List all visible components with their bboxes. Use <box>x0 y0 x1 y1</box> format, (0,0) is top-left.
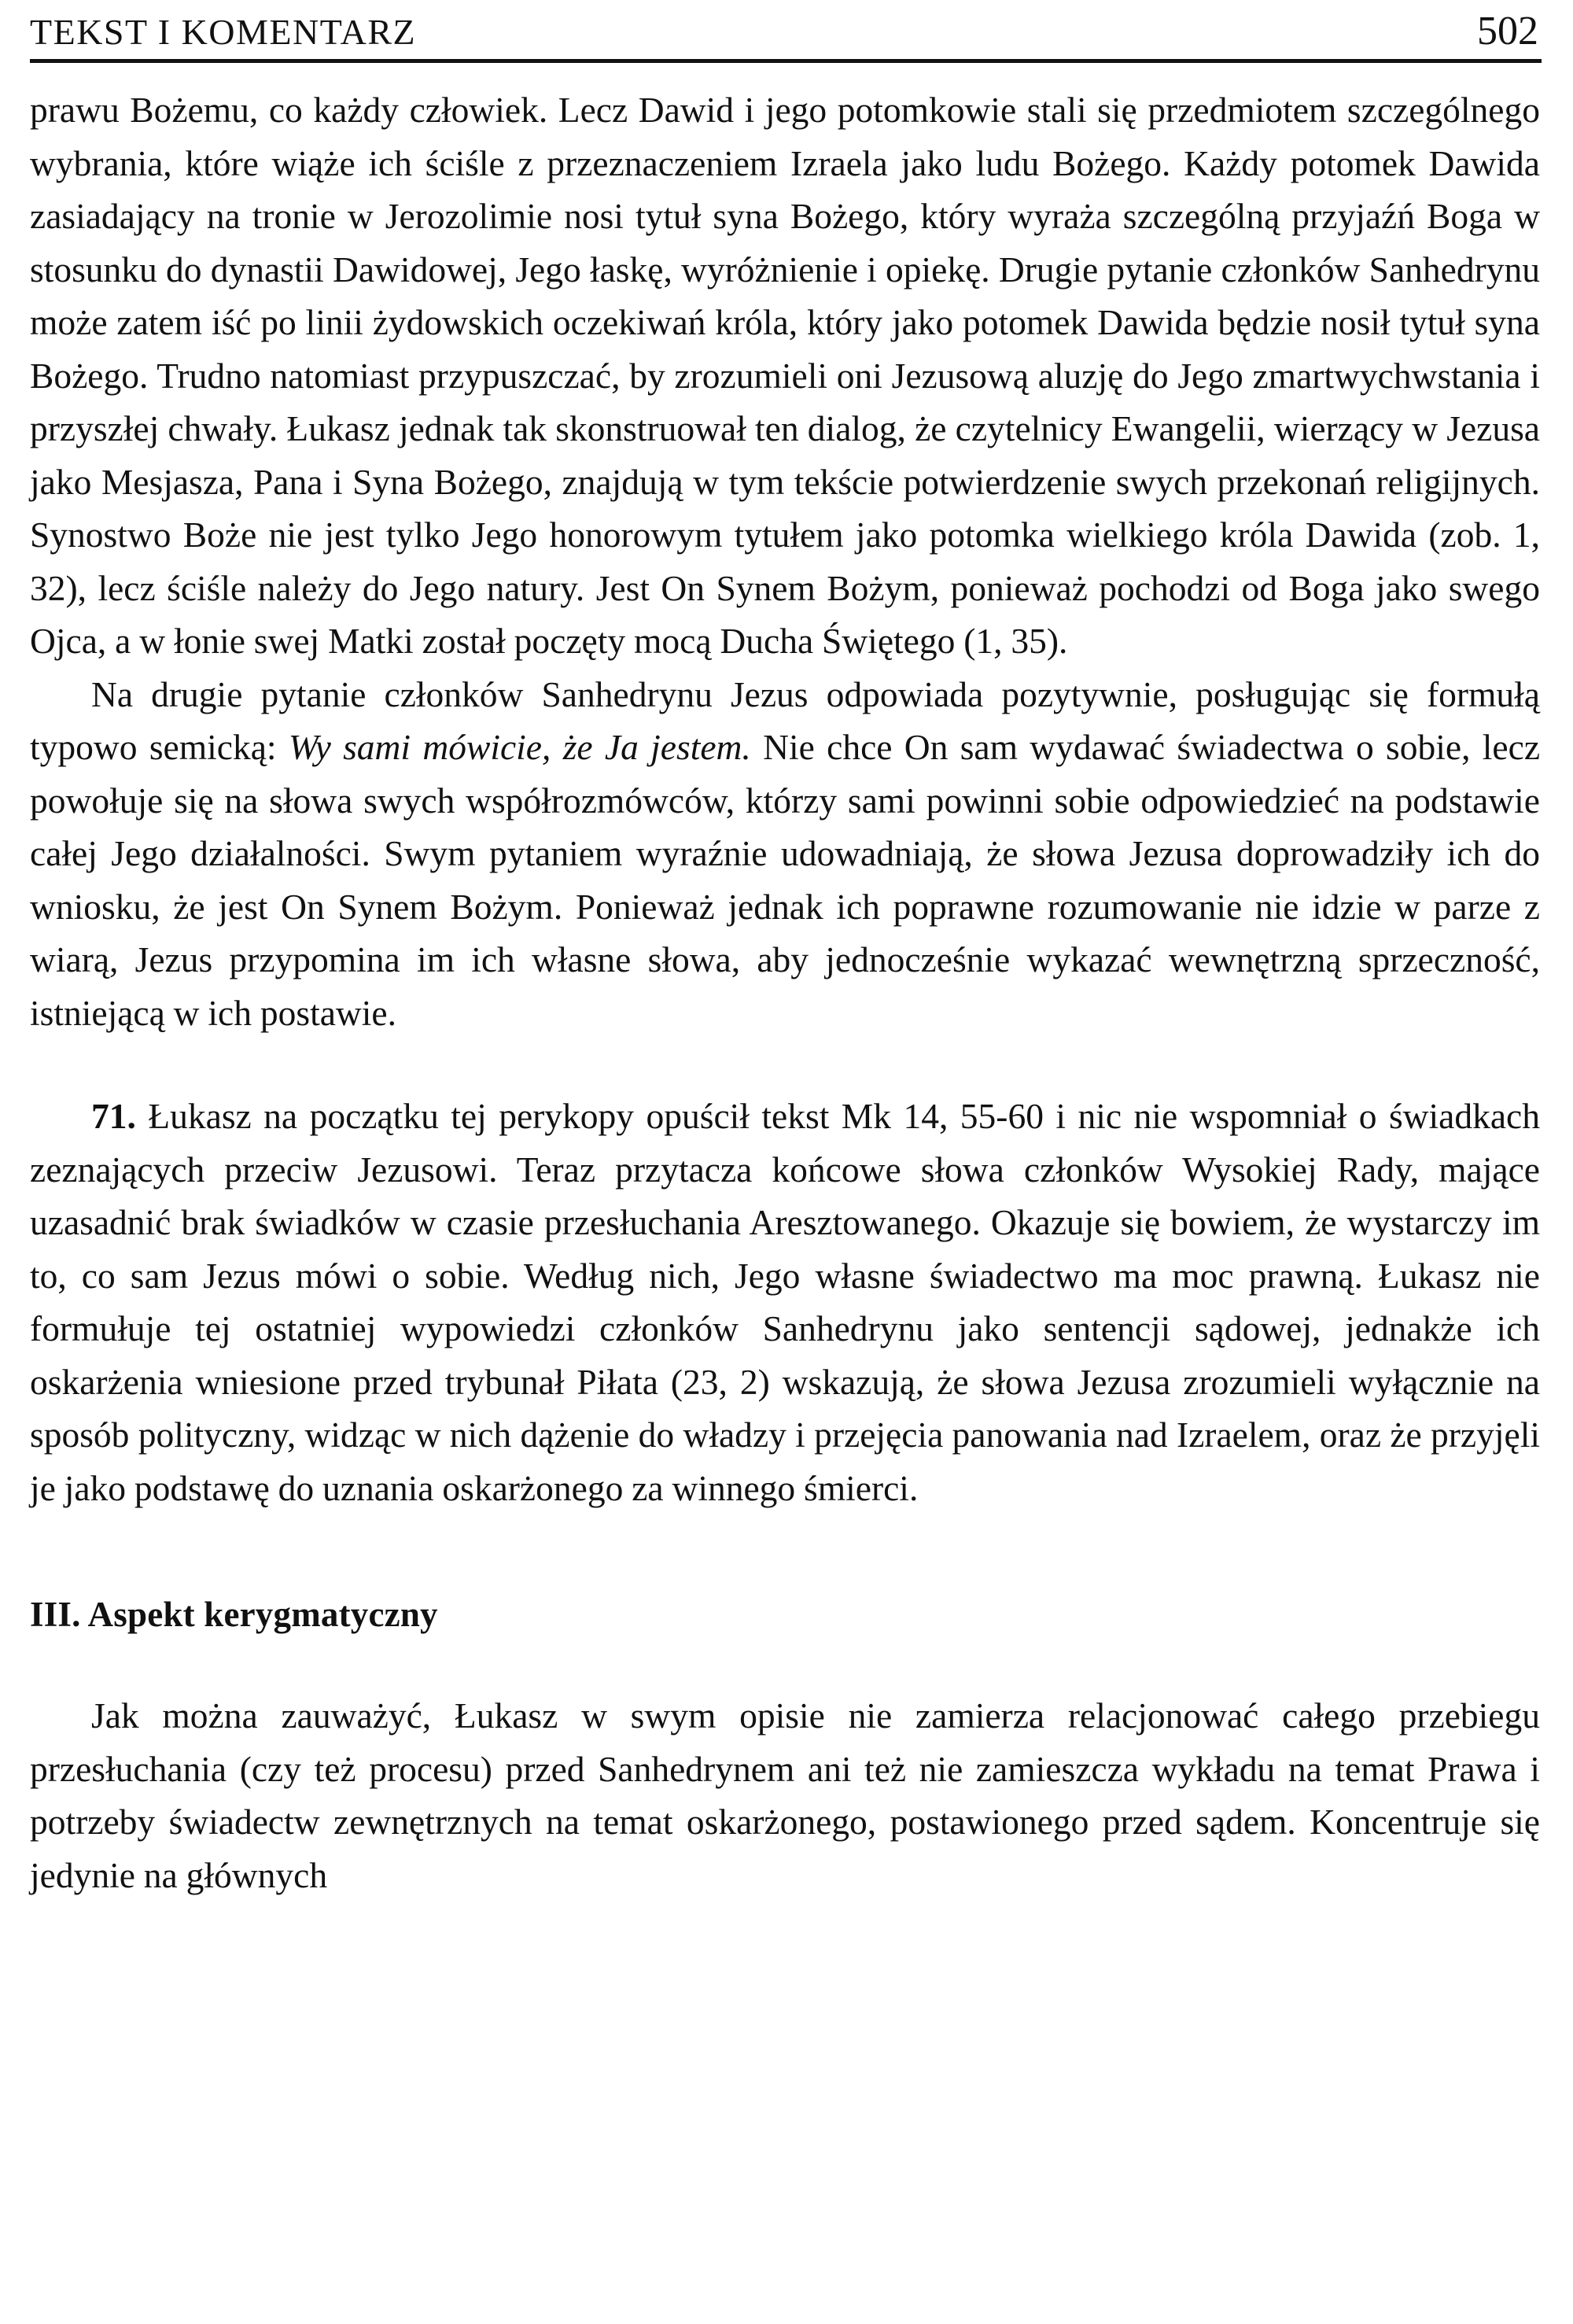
section-spacer-below <box>30 1639 1540 1689</box>
paragraph-spacer-1 <box>30 1039 1540 1090</box>
section-heading-iii: III. Aspekt kerygmatyczny <box>30 1595 438 1634</box>
paragraph-number: 71. <box>91 1096 136 1136</box>
running-head-title: TEKST I KOMENTARZ <box>30 12 417 52</box>
body-column <box>30 63 1540 1902</box>
numbered-paragraph-71 <box>30 1090 1540 1514</box>
numbered-paragraph-body: Łukasz na początku tej perykopy opuścił tekst Mk 14, 55-60 i nic nie wspomniał o świadkach zeznających przeciw Jezusowi. Teraz przytacza końcowe słowa członków Wysokiej Rady, mające uzasadnić brak świadków w czasie przesłuchania Aresztowanego. Okazuje się bowiem, że wystarczy im to, co sam Jezus mówi o sobie. Według nich, Jego własne świadectwo ma moc prawną. Łukasz nie formułuje tej ostatniej wypowiedzi członków Sanhedrynu jako sentencji sądowej, jednakże ich oskarżenia wniesione przed trybunał Piłata (23, 2) wskazują, że słowa Jezusa zrozumieli wyłącznie na sposób polityczny, widząc w nich dążenie do władzy i przejęcia panowania nad Izraelem, oraz że przyjęli je jako podstawę do uznania oskarżonego za winnego śmierci. <box>30 1096 1540 1508</box>
section-spacer-above <box>30 1514 1540 1590</box>
paragraph-second-tail: Nie chce On sam wydawać świadectwa o sobie, lecz powołuje się na słowa swych współrozmówców, którzy sami powinni sobie odpowiedzieć na podstawie całej Jego działalności. Swym pytaniem wyraźnie udowadniają, że słowa Jezusa doprowadziły ich do wniosku, że jest On Synem Bożym. Ponieważ jednak ich poprawne rozumowanie nie idzie w parze z wiarą, Jezus przypomina im ich własne słowa, aby jednocześnie wykazać wewnętrzną sprzeczność, istniejącą w ich postawie. <box>30 727 1541 1033</box>
paragraph-continuation: prawu Bożemu, co każdy człowiek. Lecz Dawid i jego potomkowie stali się przedmiotem szczególnego wybrania, które wiąże ich ściśle z przeznaczeniem Izraela jako ludu Bożego. Każdy potomek Dawida zasiadający na tronie w Jerozolimie nosi tytuł syna Bożego, który wyraża szczególną przyjaźń Boga w stosunku do dynastii Dawidowej, Jego łaskę, wyróżnienie i opiekę. Drugie pytanie członków Sanhedrynu może zatem iść po linii żydowskich oczekiwań króla, który jako potomek Dawida będzie nosił tytuł syna Bożego. Trudno natomiast przypuszczać, by zrozumieli oni Jezusową aluzję do Jego zmartwychwstania i przyszłej chwały. Łukasz jednak tak skonstruował ten dialog, że czytelnicy Ewangelii, wierzący w Jezusa jako Mesjasza, Pana i Syna Bożego, znajdują w tym tekście potwierdzenie swych przekonań religijnych. Synostwo Boże nie jest tylko Jego honorowym tytułem jako potomka wielkiego króla Dawida (zob. 1, 32), lecz ściśle należy do Jego natury. Jest On Synem Bożym, ponieważ pochodzi od Boga jako swego Ojca, a w łonie swej Matki został poczęty mocą Ducha Świętego (1, 35). <box>30 90 1540 661</box>
running-head <box>19 0 1551 56</box>
paragraph-second <box>30 668 1540 1040</box>
paragraph-second-lead-in: Na drugie pytanie członków Sanhedrynu Jezus odpowiada pozytywnie, posługując się formułą typowo semicką: <box>30 673 1540 767</box>
page-number: 502 <box>1477 9 1538 53</box>
paragraph-final: Jak można zauważyć, Łukasz w swym opisie nie zamierza relacjonować całego przebiegu przesłuchania (czy też procesu) przed Sanhedrynem ani też nie zamieszcza wykładu na temat Prawa i potrzeby świadectw zewnętrznych na temat oskarżonego, postawionego przed sądem. Koncentruje się jedynie na głównych <box>30 1695 1540 1895</box>
quoted-phrase-italic: Wy sami mówicie, że Ja jestem. <box>288 727 751 767</box>
